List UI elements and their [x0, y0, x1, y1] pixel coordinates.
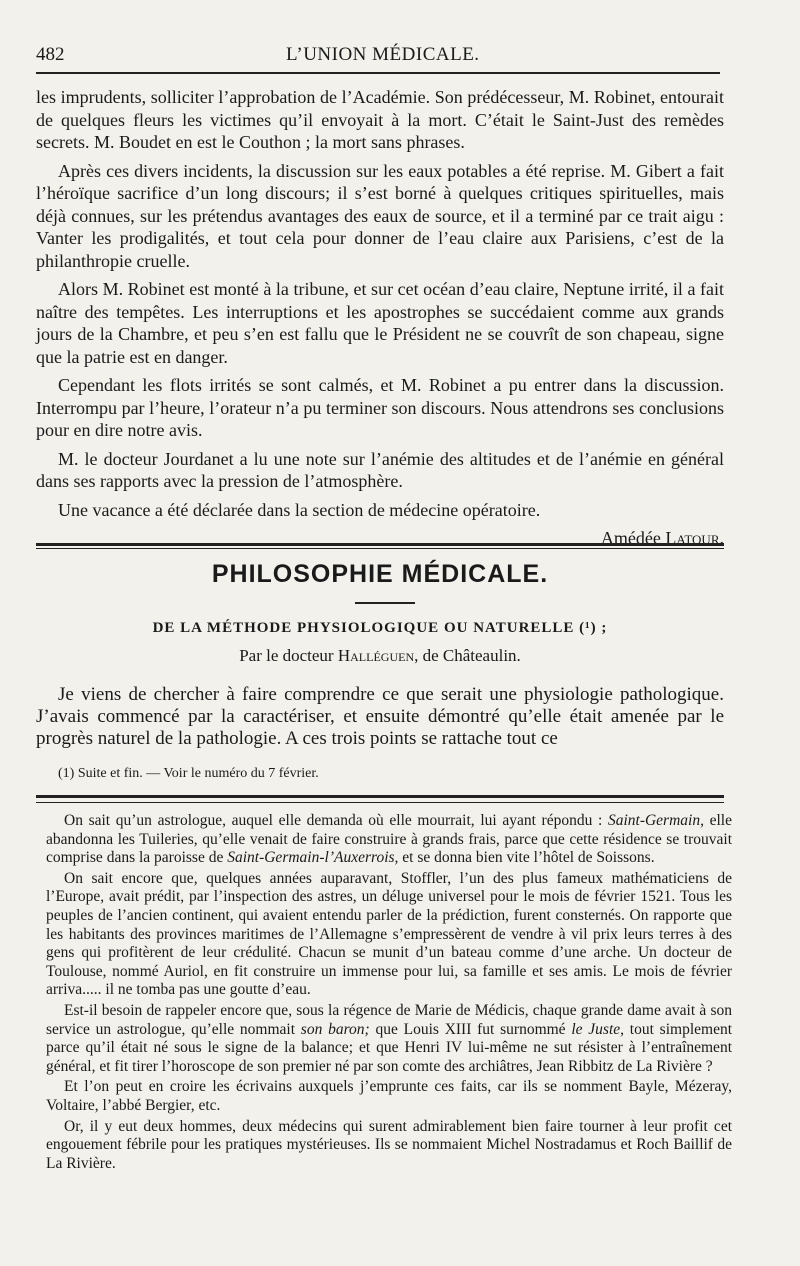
feuilleton-paragraph: On sait encore que, quelques années auparavant, Stoffler, l’un des plus fameux mathématiciens de l’Europe, avait prédit, par l’inspection des astres, un déluge universel pour le mois de février 1521. Tous les peuples de l’ancien continent, qui avaient entendu parler de la prédiction, furent consternés. On rapporte que les habitants des provinces maritimes de l’Allemagne s’empressèrent de vendre à vil prix leurs terres à des gens qui profitèrent de leur crédulité. Chacun se munit d’un bateau comme d’une arche. Un docteur de Toulouse, nommé Auriol, en fit construire un immense pour lui, sa famille et ses amis. Le mois de février arriva..... il ne tomba pas une goutte d’eau. [46, 869, 732, 999]
author-suffix: , de Châteaulin. [414, 646, 521, 665]
paragraph: Une vacance a été déclarée dans la section de médecine opératoire. [58, 499, 541, 520]
paragraph: les imprudents, solliciter l’approbation de l’Académie. Son prédécesseur, M. Robinet, entourait de quelques fleurs les victimes qu’il envoyait à la mort. C’était le Saint-Just des remèdes secrets. M. Boudet en est le Couthon ; la mort sans phrases. [36, 87, 724, 152]
feuilleton-paragraph: Et l’on peut en croire les écrivains auxquels j’emprunte ces faits, car ils se nomment Bayle, Mézeray, Voltaire, l’abbé Bergier, etc. [46, 1078, 732, 1114]
title-rule [355, 602, 415, 604]
text-run: elle abandonna les Tuileries, qu’elle venait de faire construire à grands frais, parce que cette résidence se trouvait comprise dans la paroisse de [46, 812, 732, 867]
signature-first-name: Amédée [600, 528, 661, 548]
paragraph: Cependant les flots irrités se sont calmés, et M. Robinet a pu entrer dans la discussion. Interrompu par l’heure, l’orateur n’a pu terminer son discours. Nous attendrons ses conclusions pour en dire notre avis. [36, 375, 724, 440]
feuilleton-paragraph [46, 812, 732, 868]
feuilleton-column [46, 812, 732, 1175]
feuilleton-paragraph: Or, il y eut deux hommes, deux médecins qui surent admirablement bien faire tourner à leur profit cet engouement fébrile pour les pratiques mystérieuses. Ils se nommaient Michel Nostradamus et Roch Baillif de La Rivière. [46, 1117, 732, 1172]
page-number: 482 [36, 44, 65, 65]
header-rule [36, 72, 720, 74]
text-run: tout simplement parce qu’il était né sous le signe de la balance; et que Henri IV lui-même ne sut résister à l’entraînement général, et fit tirer l’horoscope de son premier né par son comte des archiâtres, Jean Ribbitz de La Rivière ? [46, 1020, 732, 1075]
intro-paragraph: Je viens de chercher à faire comprendre ce que serait une physiologie pathologique. J’avais commencé par la caractériser, et ensuite démontré qu’elle était amenée par le progrès naturel de la pathologie. A ces trois points se rattache tout ce [36, 684, 724, 749]
signature-last-name: Latour. [665, 528, 724, 548]
paragraph: Alors M. Robinet est monté à la tribune, et sur cet océan d’eau claire, Neptune irrité, il a fait naître des tempêtes. Les interruptions et les apostrophes se succédaient comme aux grands jours de la Chambre, et peu s’en est fallu que le Président ne se couvrît de son chapeau, signe que la patrie est en danger. [36, 279, 724, 367]
running-title: L’UNION MÉDICALE. [286, 44, 480, 65]
italic-run: Saint-Germain, [607, 812, 704, 829]
text-run: et se donna bien vite l’hôtel de Soissons. [398, 849, 655, 867]
text-run: que Louis XIII fut surnommé [369, 1020, 572, 1038]
section-title: PHILOSOPHIE MÉDICALE. [211, 560, 549, 588]
author-name: Halléguen [337, 646, 415, 665]
feuilleton-rule-thick [36, 795, 724, 798]
paragraph: Après ces divers incidents, la discussion sur les eaux potables a été reprise. M. Gibert a fait l’héroïque sacrifice d’un long discours; il s’est borné à quelques critiques spirituelles, mais déjà connues, sur les prétendus avantages des eaux de source, et il a terminé par ce trait aigu : Vanter les prodigalités, et tout cela pour donner de l’eau claire aux Parisiens, c’est de la philanthropie cruelle. [36, 160, 724, 271]
text-run: On sait qu’un astrologue, auquel elle demanda où elle mourrait, lui ayant répondu : [64, 812, 608, 829]
italic-run: le Juste, [571, 1020, 625, 1038]
main-column [36, 86, 724, 556]
author-prefix: Par le docteur [239, 646, 334, 665]
article-subtitle: DE LA MÉTHODE PHYSIOLOGIQUE OU NATURELLE (¹) ; [152, 620, 608, 636]
italic-run: son baron; [300, 1020, 370, 1038]
page-header [36, 38, 720, 68]
paragraph: M. le docteur Jourdanet a lu une note sur l’anémie des altitudes et de l’anémie en général dans ses rapports avec la pression de l’atmosphère. [36, 448, 724, 491]
footnote: (1) Suite et fin. — Voir le numéro du 7 février. [58, 766, 319, 781]
feuilleton-paragraph [46, 1002, 732, 1076]
italic-run: Saint-Germain-l’Auxerrois, [227, 849, 399, 867]
text-run: Est-il besoin de rappeler encore que, sous la régence de Marie de Médicis, chaque grande dame avait à son service un astrologue, qu’elle nommait [46, 1001, 732, 1038]
section-divider [36, 543, 724, 549]
article-intro [36, 684, 724, 750]
article-author [36, 646, 724, 666]
feuilleton-rule-thin [36, 802, 724, 803]
